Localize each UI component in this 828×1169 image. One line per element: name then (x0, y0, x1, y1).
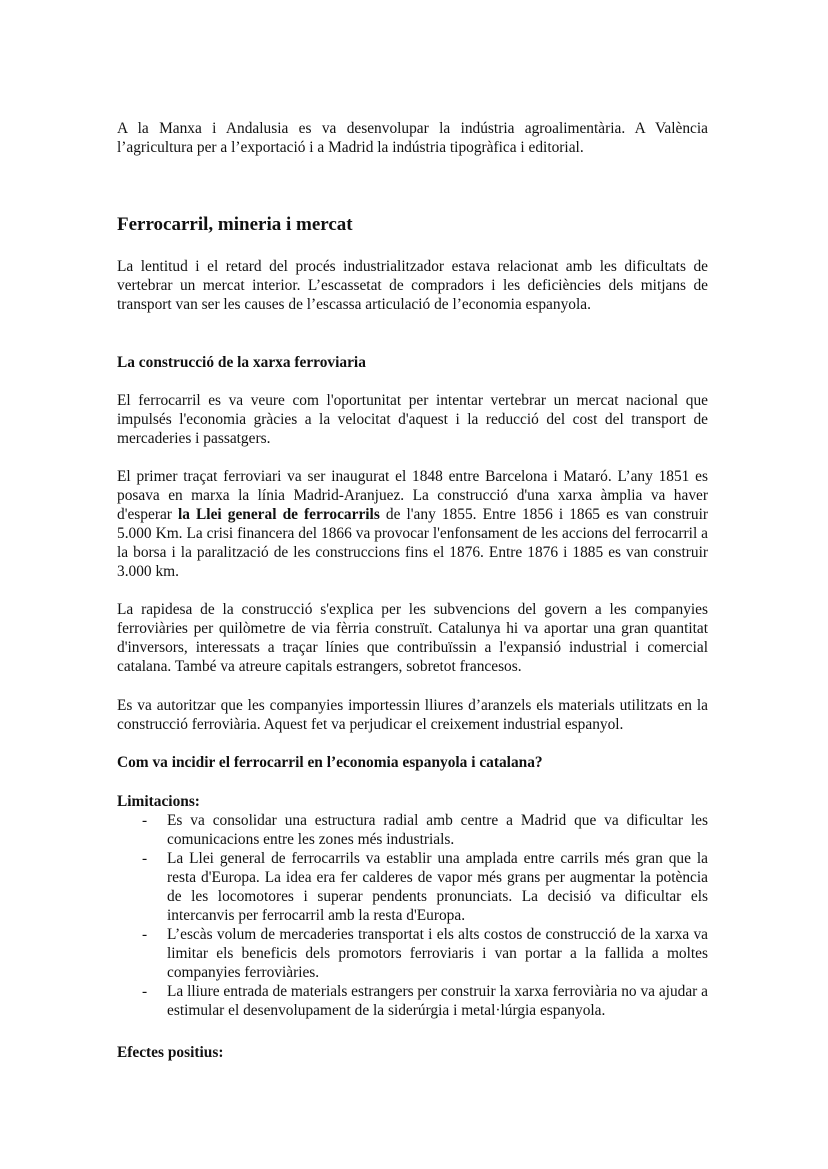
list-item-text: L’escàs volum de mercaderies transportat i els alts costos de construcció de la xarxa va limitar els beneficis dels promotors ferroviaris i van portar a la fallida a moltes companyies ferroviàries. (167, 926, 708, 981)
paragraph-3: La rapidesa de la construcció s'explica per les subvencions del govern a les companyies ferroviàries per quilòmetre de via fèrria construït. Catalunya hi va aportar una gran quantitat d'inversors, interessats a traçar línies que contribuïssin a l'expansió industrial i comercial catalana. També va atreure capitals estrangers, sobretot francesos. (117, 601, 708, 675)
list-item (117, 849, 708, 925)
subsection-title: La construcció de la xarxa ferroviaria (117, 354, 366, 371)
dash-bullet: - (142, 926, 148, 943)
question-heading: Com va incidir el ferrocarril en l’economia espanyola i catalana? (117, 754, 543, 771)
section-intro-paragraph: La lentitud i el retard del procés industrialitzador estava relacionat amb les dificultats de vertebrar un mercat interior. L’escassetat de compradors i les deficiències dels mitjans de transport van ser les causes de l’escassa articulació de l’economia espanyola. (117, 258, 708, 313)
positive-effects-title: Efectes positius: (117, 1044, 224, 1061)
list-item-text: La lliure entrada de materials estrangers per construir la xarxa ferroviària no va ajudar a estimular el desenvolupament de la siderúrgia i metal·lúrgia espanyola. (167, 983, 708, 1019)
paragraph-1: El ferrocarril es va veure com l'oportunitat per intentar vertebrar un mercat nacional que impulsés l'economia gràcies a la velocitat d'aquest i la reducció del cost del transport de mercaderies i passatgers. (117, 392, 708, 447)
limitations-title: Limitacions: (117, 793, 200, 810)
text: de l'any 1855. Entre 1856 i 1865 es van construir 5.000 Km. La crisi financera del 1866 va provocar l'enfonsament de les accions del ferrocarril a la borsa i la paralització de les construccions fins el 1876. Entre 1876 i 1885 es van construir 3.000 km. (117, 506, 708, 580)
list-item (117, 925, 708, 982)
paragraph-2 (117, 467, 708, 581)
list-item (117, 982, 708, 1020)
list-item-text: La Llei general de ferrocarrils va establir una amplada entre carrils més gran que la resta d'Europa. La idea era fer calderes de vapor més grans per augmentar la potència de les locomotores i superar pendents pronunciats. La decisió va dificultar els intercanvis per ferrocarril amb la resta d'Europa. (167, 850, 708, 924)
dash-bullet: - (142, 850, 148, 867)
bold-term: la Llei general de ferrocarrils (177, 506, 380, 523)
intro-paragraph: A la Manxa i Andalusia es va desenvolupar la indústria agroalimentària. A València l’agricultura per a l’exportació i a Madrid la indústria tipogràfica i editorial. (117, 120, 708, 156)
dash-bullet: - (142, 812, 148, 829)
list-item-text: Es va consolidar una estructura radial amb centre a Madrid que va dificultar les comunicacions entre les zones més industrials. (167, 812, 708, 848)
list-item (117, 811, 708, 849)
section-title: Ferrocarril, mineria i mercat (117, 214, 353, 235)
limitations-list (117, 811, 708, 1020)
paragraph-4: Es va autoritzar que les companyies importessin lliures d’aranzels els materials utilitzats en la construcció ferroviària. Aquest fet va perjudicar el creixement industrial espanyol. (117, 697, 708, 733)
text: El primer traçat ferroviari va ser inaugurat el 1848 entre Barcelona i Mataró. L’any 1851 es posava en marxa la línia Madrid-Aranjuez. La construcció d'una xarxa àmplia va haver d'esperar (117, 468, 708, 523)
dash-bullet: - (142, 983, 148, 1000)
